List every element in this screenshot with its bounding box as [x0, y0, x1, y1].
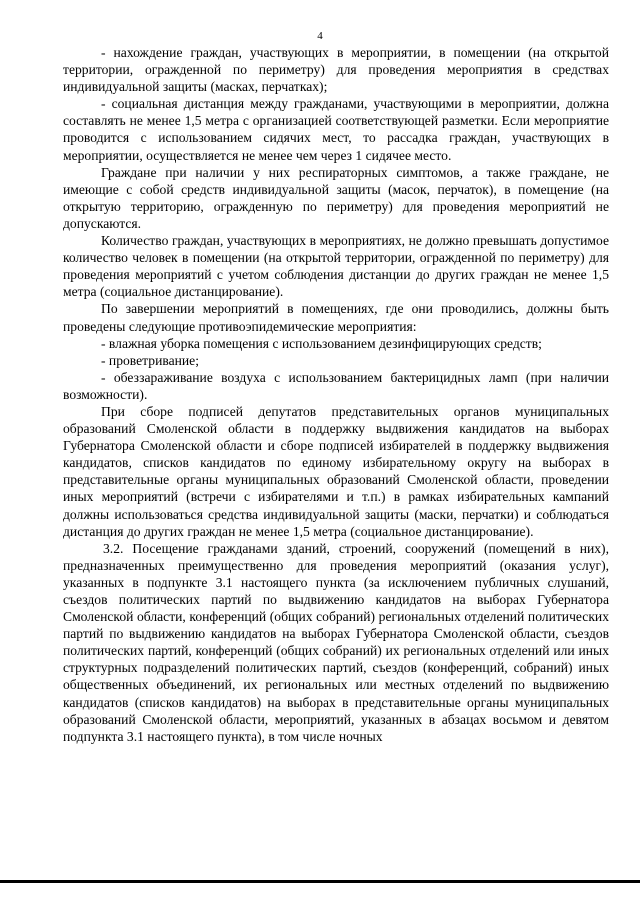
paragraph-capacity: Количество граждан, участвующих в мероприятиях, не должно превышать допустимое количество человек в помещении (на открытой территории, огражденной по периметру) для проведения мероприятий с учетом соблюдения дистанции до других граждан не менее 1,5 метра (социальное дистанцирование). [63, 233, 609, 300]
paragraph-signatures: При сборе подписей депутатов представительных органов муниципальных образований Смоленской области в поддержку выдвижения кандидатов на выборах Губернатора Смоленской области и сборе подписей избирателей в поддержку выдвижения кандидатов, списков кандидатов по единому избирательному округу на выборах в представительные органы муниципальных образований Смоленской области, проведении иных мероприятий (встречи с избирателями и т.п.) в рамках избирательных кампаний должны использоваться средства индивидуальной защиты (маски, перчатки) и соблюдаться дистанция до других граждан не менее 1,5 метра (социальное дистанцирование). [63, 403, 609, 539]
paragraph-bullet-disinfection: - обеззараживание воздуха с использованием бактерицидных ламп (при наличии возможности). [63, 369, 609, 402]
document-body [63, 44, 609, 745]
paragraph-bullet-distance: - социальная дистанция между гражданами, участвующими в мероприятии, должна составлять не менее 1,5 метра с организацией соответствующей разметки. Если мероприятие проводится с использованием сидячих мест, то рассадка граждан, участвующих в мероприятии, осуществляется не менее чем через 1 сидячее место. [63, 96, 609, 163]
paragraph-bullet-cleaning: - влажная уборка помещения с использованием дезинфицирующих средств; [101, 335, 542, 351]
paragraph-symptoms: Граждане при наличии у них респираторных симптомов, а также граждане, не имеющие с собой средств индивидуальной защиты (масок, перчаток), в помещение (на открытую территорию, огражденную по периметру) для проведения мероприятий не допускаются. [63, 164, 609, 231]
paragraph-bullet-ventilation: - проветривание; [101, 352, 199, 368]
paragraph-after-events: По завершении мероприятий в помещениях, где они проводились, должны быть проведены следующие противоэпидемические мероприятия: [63, 301, 609, 334]
paragraph-bullet-ppe: - нахождение граждан, участвующих в мероприятии, в помещении (на открытой территории, огражденной по периметру) для проведения мероприятия в средствах индивидуальной защиты (масках, перчатках); [63, 45, 609, 95]
page-number: 4 [317, 30, 323, 42]
paragraph-section-3-2: 3.2. Посещение гражданами зданий, строений, сооружений (помещений в них), предназначенных преимущественно для проведения мероприятий (оказания услуг), указанных в подпункте 3.1 настоящего пункта (за исключением публичных слушаний, съездов политических партий по выдвижению кандидатов на выборах Губернатора Смоленской области, конференций (общих собраний) региональных отделений политических партий по выдвижению кандидатов на выборах Губернатора Смоленской области, съездов политических партий, конференций (общих собраний) их региональных отделений или иных структурных подразделений политических партий, съездов (конференций, собраний) иных общественных объединений, их региональных или местных отделений по выдвижению кандидатов (списков кандидатов) на выборах в представительные органы муниципальных образований Смоленской области, мероприятий, указанных в абзацах восьмом и девятом подпункта 3.1 настоящего пункта), в том числе ночных [63, 540, 609, 744]
bottom-rule [0, 880, 640, 883]
